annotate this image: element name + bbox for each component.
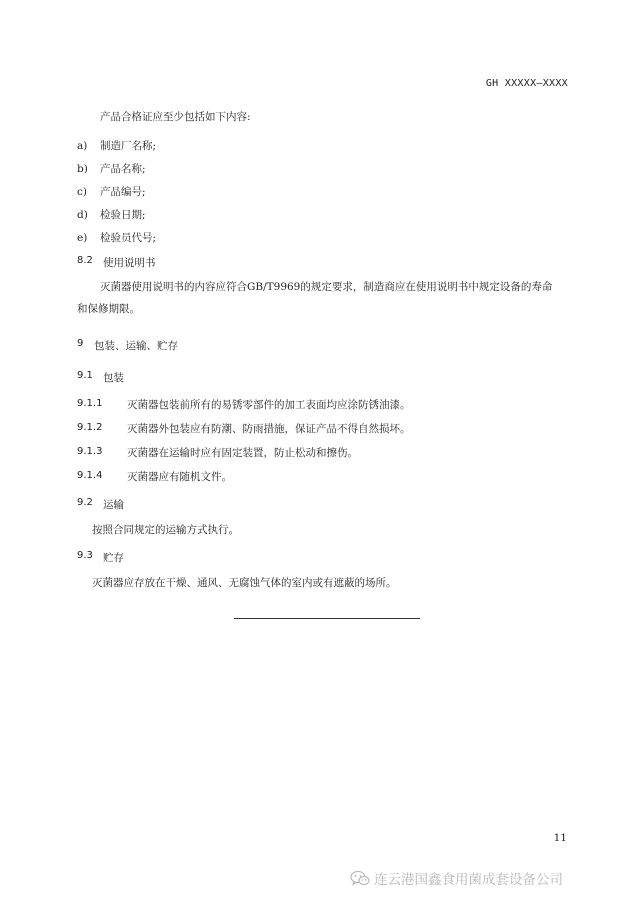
certificate-intro: 产品合格证应至少包括如下内容: — [100, 111, 251, 123]
clause-number: 9.1.1 — [77, 398, 103, 409]
list-item-marker: e) — [77, 232, 88, 244]
clause-text: 灭菌器包装前所有的易锈零部件的加工表面均应涂防锈油漆。 — [127, 399, 411, 411]
subsection-number: 9.3 — [77, 550, 93, 561]
list-item: 制造厂名称; — [100, 140, 157, 152]
section-number: 8.2 — [77, 255, 93, 266]
paragraph-continuation: 和保修期限。 — [77, 303, 140, 315]
wechat-icon — [350, 870, 374, 887]
watermark-text: 连云港国鑫食用菌成套设备公司 — [374, 872, 563, 888]
clause-number: 9.1.4 — [77, 470, 103, 481]
subsection-number: 9.1 — [77, 370, 93, 381]
section-heading: 包装、运输、贮存 — [94, 340, 178, 352]
subsection-heading: 运输 — [103, 499, 124, 511]
clause-text: 灭菌器外包装应有防潮、防雨措施，保证产品不得自然损坏。 — [127, 423, 411, 435]
clause-text: 灭菌器应有随机文件。 — [127, 471, 232, 483]
paragraph: 按照合同规定的运输方式执行。 — [92, 524, 239, 536]
paragraph: 灭菌器使用说明书的内容应符合GB/T9969的规定要求，制造商应在使用说明书中规定设备的寿命 — [100, 281, 553, 293]
section-heading: 使用说明书 — [103, 257, 156, 269]
subsection-heading: 贮存 — [103, 552, 124, 564]
subsection-number: 9.2 — [77, 497, 93, 508]
section-number: 9 — [77, 338, 84, 349]
clause-number: 9.1.3 — [77, 446, 103, 457]
list-item-marker: a) — [77, 140, 88, 152]
standard-number: GH XXXXX—XXXX — [485, 78, 568, 89]
page-number: 11 — [553, 832, 567, 844]
list-item: 检验员代号; — [100, 232, 157, 244]
clause-text: 灭菌器在运输时应有固定装置，防止松动和擦伤。 — [127, 447, 358, 459]
list-item-marker: c) — [77, 186, 87, 198]
end-rule — [234, 618, 420, 619]
list-item: 检验日期; — [100, 209, 146, 221]
subsection-heading: 包装 — [103, 372, 124, 384]
paragraph: 灭菌器应存放在干燥、通风、无腐蚀气体的室内或有遮蔽的场所。 — [92, 577, 397, 589]
list-item-marker: d) — [77, 209, 88, 221]
clause-number: 9.1.2 — [77, 422, 103, 433]
list-item: 产品名称; — [100, 163, 146, 175]
list-item: 产品编号; — [100, 186, 146, 198]
watermark — [350, 868, 563, 888]
list-item-marker: b) — [77, 163, 88, 175]
